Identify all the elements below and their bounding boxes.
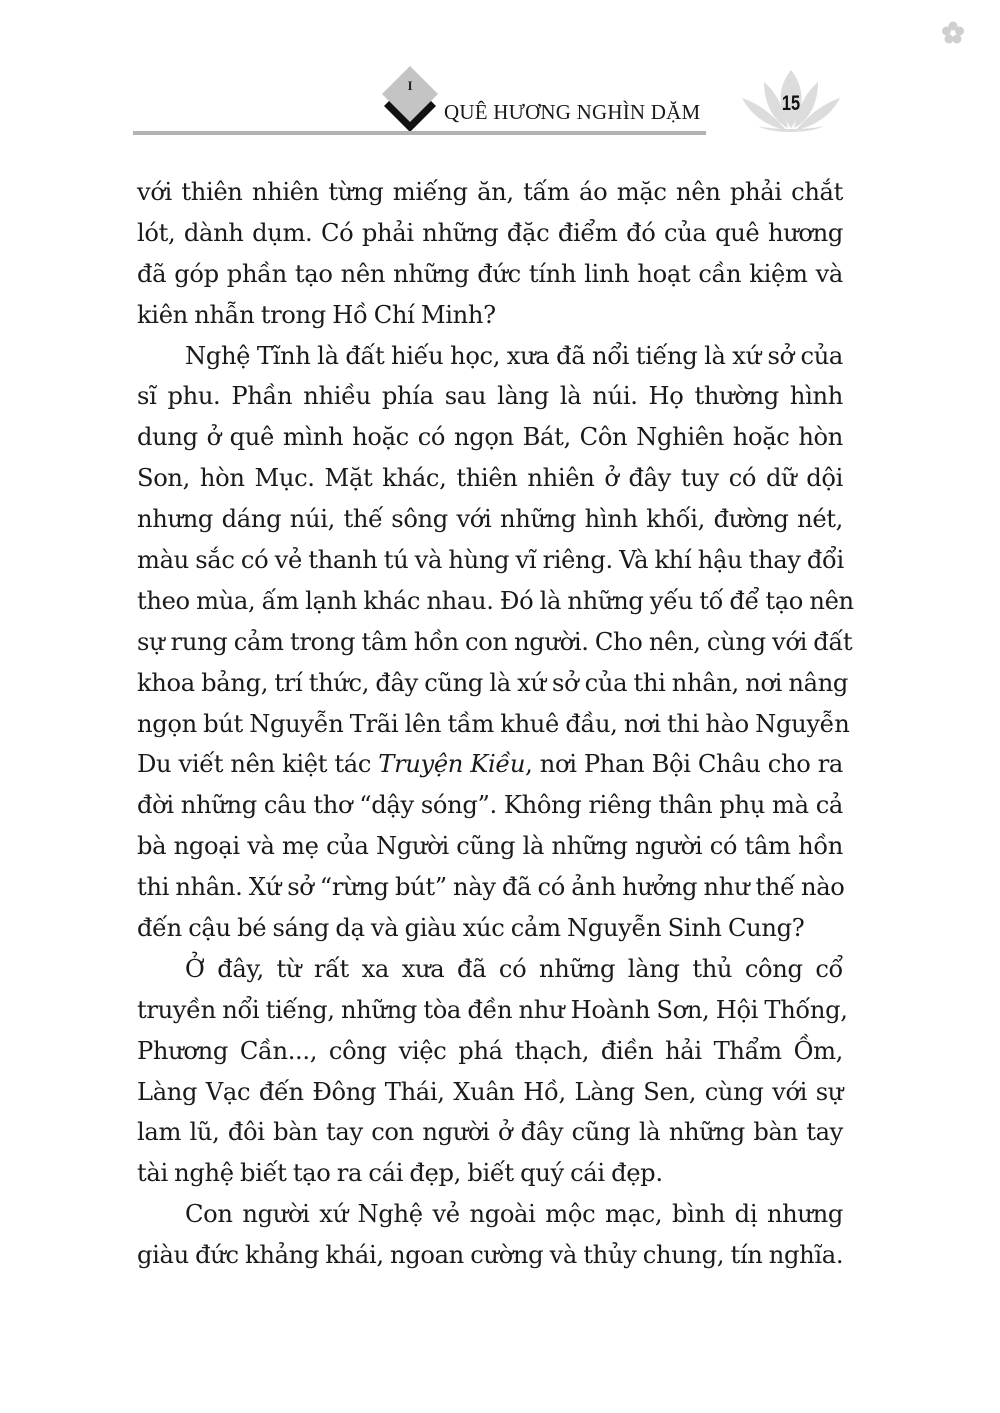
paragraph: [137, 336, 854, 949]
text-line: tài nghệ biết tạo ra cái đẹp, biết quý cái đẹp.: [137, 1159, 663, 1188]
body-text: [137, 172, 854, 1276]
text-line: [137, 744, 843, 785]
running-header: [0, 0, 1000, 160]
text-line: đã góp phần tạo nên những đức tính linh hoạt cần kiệm và: [137, 259, 843, 288]
text-line: Nghệ Tĩnh là đất hiếu học, xưa đã nổi tiếng là xứ sở của: [185, 341, 843, 370]
text-line: Làng Vạc đến Đông Thái, Xuân Hồ, Làng Sen, cùng với sự: [137, 1077, 843, 1106]
paragraph: [137, 949, 848, 1194]
text-line: bà ngoại và mẹ của Người cũng là những người có tâm hồn: [137, 832, 843, 861]
text-span: , nơi Phan Bội Châu cho ra: [525, 750, 843, 779]
text-line: nhưng dáng núi, thế sông với những hình khối, đường nét,: [137, 505, 843, 534]
text-line: kiên nhẫn trong Hồ Chí Minh?: [137, 300, 496, 329]
text-line: Ở đây, từ rất xa xưa đã có những làng thủ công cổ: [185, 954, 843, 983]
text-line: lam lũ, đôi bàn tay con người ở đây cũng là những bàn tay: [137, 1118, 843, 1147]
header-divider: [133, 131, 706, 135]
text-line: Phương Cần..., công việc phá thạch, điền hải Thẩm Ồm,: [137, 1036, 843, 1065]
text-line: sự rung cảm trong tâm hồn con người. Cho nên, cùng với đất: [137, 627, 853, 656]
text-line: thi nhân. Xứ sở “rừng bút” này đã có ảnh hưởng như thế nào: [137, 873, 845, 902]
paragraph: [137, 172, 843, 336]
text-line: lót, dành dụm. Có phải những đặc điểm đó của quê hương: [137, 218, 843, 247]
text-line: đến cậu bé sáng dạ và giàu xúc cảm Nguyễn Sinh Cung?: [137, 914, 805, 943]
page-number: 15: [781, 92, 801, 115]
chapter-number: I: [407, 78, 413, 93]
text-line: ngọn bút Nguyễn Trãi lên tầm khuê đầu, nơi thi hào Nguyễn: [137, 709, 850, 738]
text-line: theo mùa, ấm lạnh khác nhau. Đó là những yếu tố để tạo nên: [137, 586, 854, 615]
text-line: Con người xứ Nghệ vẻ ngoài mộc mạc, bình dị nhưng: [185, 1200, 843, 1229]
text-line: đời những câu thơ “dậy sóng”. Không riêng thân phụ mà cả: [137, 791, 843, 820]
chapter-title: QUÊ HƯƠNG NGHÌN DẶM: [444, 100, 701, 124]
text-line: truyền nổi tiếng, những tòa đền như Hoành Sơn, Hội Thống,: [137, 995, 848, 1024]
text-line: sĩ phu. Phần nhiều phía sau làng là núi. Họ thường hình: [137, 382, 843, 411]
text-span: Du viết nên kiệt tác: [137, 750, 379, 779]
text-line: giàu đức khảng khái, ngoan cường và thủy chung, tín nghĩa.: [137, 1241, 844, 1270]
diamond-icon: [380, 66, 440, 132]
book-title: Truyện Kiều: [378, 750, 526, 779]
text-line: dung ở quê mình hoặc có ngọn Bát, Côn Nghiên hoặc hòn: [137, 423, 843, 452]
paragraph: [137, 1194, 843, 1276]
chapter-badge: [380, 66, 440, 132]
text-line: khoa bảng, trí thức, đây cũng là xứ sở của thi nhân, nơi nâng: [137, 668, 849, 697]
text-line: Son, hòn Mục. Mặt khác, thiên nhiên ở đây tuy có dữ dội: [137, 464, 843, 493]
text-line: với thiên nhiên từng miếng ăn, tấm áo mặc nên phải chắt: [137, 178, 843, 206]
text-line: màu sắc có vẻ thanh tú và hùng vĩ riêng. Và khí hậu thay đổi: [137, 546, 844, 575]
